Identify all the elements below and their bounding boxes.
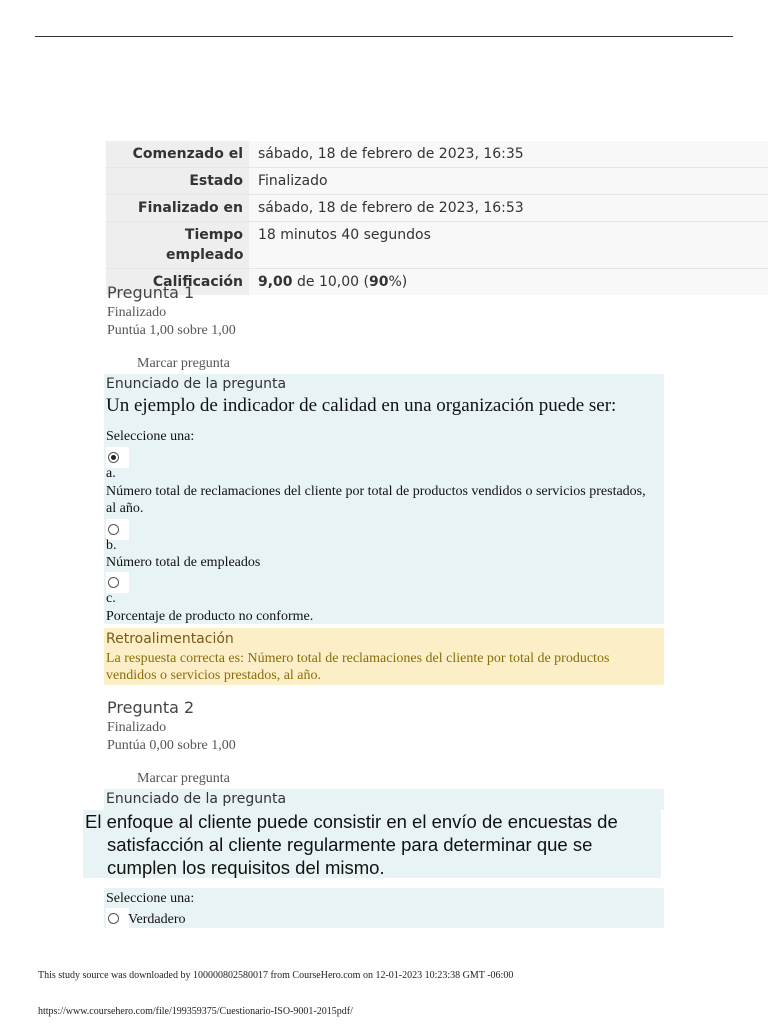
summary-key: Estado — [106, 168, 249, 194]
question-2-text-line: satisfacción al cliente regularmente para determinar que se — [107, 834, 593, 855]
question-1-title: Pregunta 1 — [107, 283, 195, 302]
question-1-feedback — [104, 628, 664, 685]
option-b-text[interactable]: Número total de empleados — [106, 555, 261, 570]
question-2-text-line: El enfoque al cliente puede consistir en el envío de encuestas de — [85, 811, 618, 832]
summary-value: Finalizado — [249, 168, 768, 194]
option-true-radio[interactable] — [108, 913, 119, 924]
question-2-score: Puntúa 0,00 sobre 1,00 — [107, 738, 236, 753]
feedback-text: La respuesta correcta es: Número total de reclamaciones del cliente por total de productos vendidos o servicios prestados, al año. — [106, 651, 610, 683]
grade-percent: 90 — [368, 274, 389, 290]
summary-row-state — [106, 168, 768, 195]
flag-question-1-link[interactable]: Marcar pregunta — [137, 356, 230, 371]
option-a-radio[interactable] — [108, 452, 119, 463]
option-a-text[interactable]: Número total de reclamaciones del cliente por total de productos vendidos o servicios prestados, al año. — [106, 484, 646, 516]
option-c-radio[interactable] — [108, 577, 119, 588]
option-a-letter: a. — [106, 466, 116, 481]
question-2-title: Pregunta 2 — [107, 698, 195, 717]
summary-value: sábado, 18 de febrero de 2023, 16:35 — [249, 141, 768, 167]
question-2-answer-box — [104, 888, 664, 928]
flag-question-2-link[interactable]: Marcar pregunta — [137, 771, 230, 786]
question-2-statement-heading-box — [104, 789, 664, 810]
summary-row-time — [106, 222, 768, 269]
summary-value: sábado, 18 de febrero de 2023, 16:53 — [249, 195, 768, 221]
question-1-status: Finalizado — [107, 305, 167, 320]
question-2-statement-heading: Enunciado de la pregunta — [106, 791, 287, 807]
summary-key: Calificación — [106, 269, 249, 295]
source-url: https://www.coursehero.com/file/199359375/Cuestionario-ISO-9001-2015pdf/ — [38, 1006, 353, 1017]
question-2-text-line: cumplen los requisitos del mismo. — [107, 857, 385, 878]
option-true-radio-wrap[interactable] — [106, 908, 129, 929]
option-c-text[interactable]: Porcentaje de producto no conforme. — [106, 609, 314, 624]
question-1-prompt: Seleccione una: — [106, 429, 195, 444]
question-1-statement-heading: Enunciado de la pregunta — [106, 376, 287, 392]
download-notice: This study source was downloaded by 100000802580017 from CourseHero.com on 12-01-2023 10:23:38 GMT -06:00 — [38, 970, 514, 981]
summary-value — [249, 269, 768, 295]
summary-key: Tiempo empleado — [106, 222, 249, 268]
question-1-answer-box — [104, 424, 664, 624]
grade-score: 9,00 — [258, 274, 293, 290]
summary-row-finished — [106, 195, 768, 222]
feedback-heading: Retroalimentación — [106, 631, 234, 647]
option-c-letter: c. — [106, 591, 116, 606]
summary-value: 18 minutos 40 segundos — [249, 222, 768, 268]
question-2-text — [83, 810, 661, 878]
summary-row-grade — [106, 269, 768, 295]
question-2-prompt: Seleccione una: — [106, 891, 195, 906]
summary-key: Comenzado el — [106, 141, 249, 167]
attempt-summary-table — [106, 141, 768, 295]
question-1-score: Puntúa 1,00 sobre 1,00 — [107, 323, 236, 338]
summary-row-started — [106, 141, 768, 168]
question-1-statement-box — [104, 374, 664, 424]
top-rule — [35, 36, 733, 37]
option-b-radio[interactable] — [108, 524, 119, 535]
question-2-status: Finalizado — [107, 720, 167, 735]
summary-key: Finalizado en — [106, 195, 249, 221]
option-b-letter: b. — [106, 538, 117, 553]
grade-mid: de 10,00 ( — [292, 274, 369, 290]
option-true-text[interactable]: Verdadero — [128, 912, 186, 927]
grade-end: %) — [388, 274, 408, 290]
question-1-text: Un ejemplo de indicador de calidad en una organización puede ser: — [106, 395, 617, 416]
